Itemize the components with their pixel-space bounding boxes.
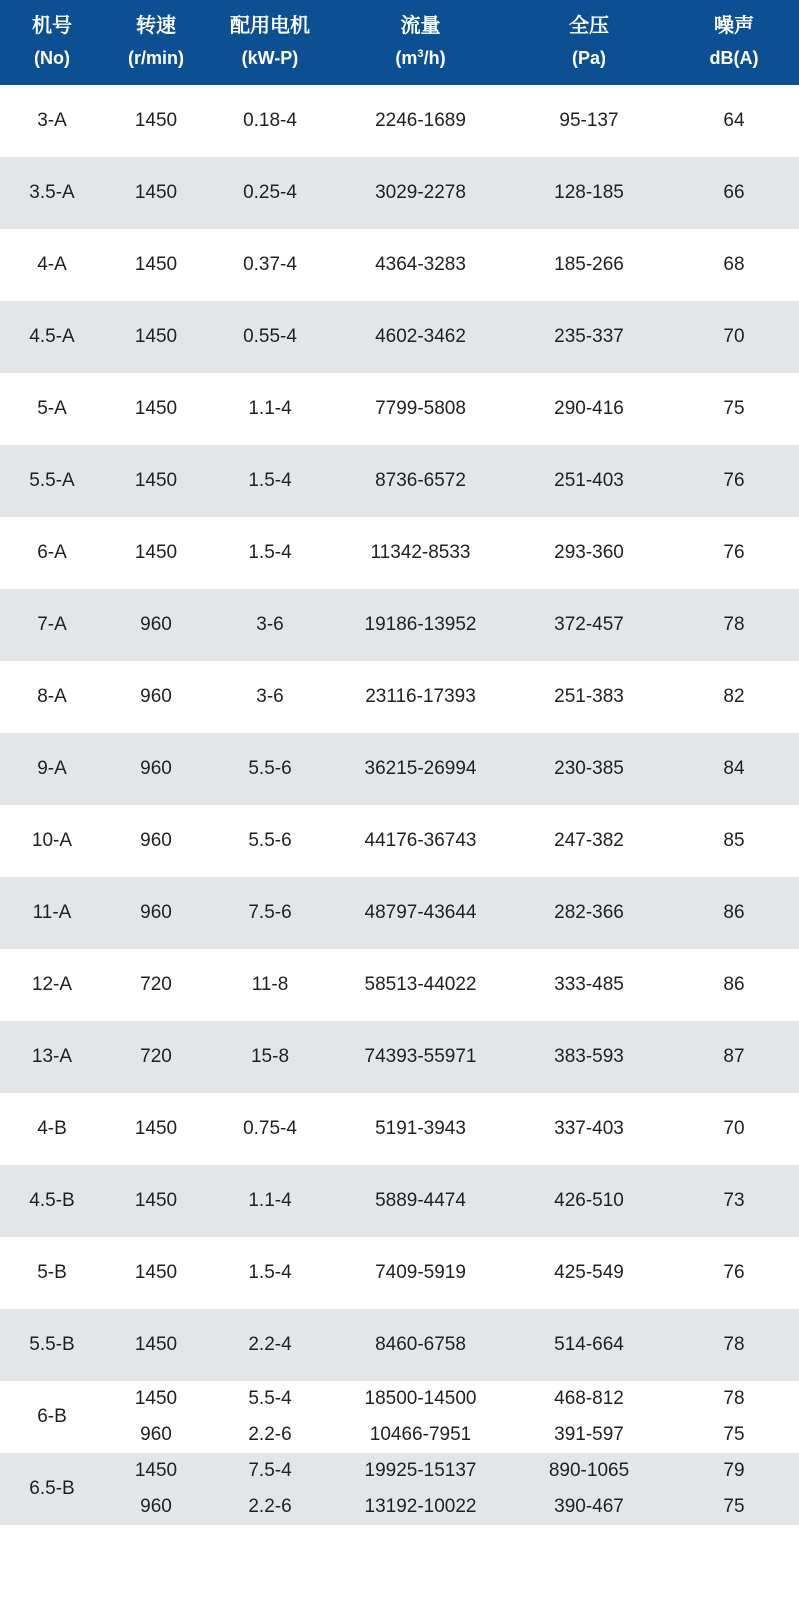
cell-flow: 5191-3943 bbox=[332, 1093, 509, 1165]
cell-motor: 7.5-6 bbox=[208, 877, 332, 949]
cell-noise: 78 bbox=[669, 589, 799, 661]
cell-speed: 1450 bbox=[104, 517, 208, 589]
cell-speed: 1450 bbox=[104, 1237, 208, 1309]
cell-motor: 15-8 bbox=[208, 1021, 332, 1093]
cell-model: 4-B bbox=[0, 1093, 104, 1165]
cell-motor: 2.2-6 bbox=[208, 1489, 332, 1525]
table-row bbox=[0, 1381, 799, 1417]
table-row bbox=[0, 157, 799, 229]
cell-speed: 960 bbox=[104, 877, 208, 949]
table-header bbox=[0, 0, 799, 85]
cell-noise: 86 bbox=[669, 877, 799, 949]
cell-flow: 4364-3283 bbox=[332, 229, 509, 301]
cell-pressure: 185-266 bbox=[509, 229, 669, 301]
cell-flow: 44176-36743 bbox=[332, 805, 509, 877]
cell-pressure: 290-416 bbox=[509, 373, 669, 445]
table-row bbox=[0, 589, 799, 661]
cell-flow: 5889-4474 bbox=[332, 1165, 509, 1237]
cell-speed: 1450 bbox=[104, 301, 208, 373]
cell-pressure: 251-383 bbox=[509, 661, 669, 733]
cell-noise: 70 bbox=[669, 301, 799, 373]
cell-flow: 48797-43644 bbox=[332, 877, 509, 949]
cell-motor: 0.25-4 bbox=[208, 157, 332, 229]
cell-pressure: 391-597 bbox=[509, 1417, 669, 1453]
cell-noise: 76 bbox=[669, 445, 799, 517]
cell-flow: 13192-10022 bbox=[332, 1489, 509, 1525]
cell-model: 3.5-A bbox=[0, 157, 104, 229]
cell-flow: 2246-1689 bbox=[332, 85, 509, 157]
table-body bbox=[0, 85, 799, 1525]
cell-noise: 82 bbox=[669, 661, 799, 733]
table-row bbox=[0, 661, 799, 733]
cell-model: 9-A bbox=[0, 733, 104, 805]
cell-noise: 87 bbox=[669, 1021, 799, 1093]
cell-pressure: 282-366 bbox=[509, 877, 669, 949]
column-header-noise-unit: dB(A) bbox=[709, 48, 759, 68]
cell-motor: 1.5-4 bbox=[208, 517, 332, 589]
cell-motor: 0.55-4 bbox=[208, 301, 332, 373]
cell-pressure: 333-485 bbox=[509, 949, 669, 1021]
table-row bbox=[0, 733, 799, 805]
column-header-flow-title: 流量 bbox=[400, 15, 441, 37]
cell-pressure: 230-385 bbox=[509, 733, 669, 805]
cell-flow: 4602-3462 bbox=[332, 301, 509, 373]
cell-noise: 85 bbox=[669, 805, 799, 877]
cell-noise: 86 bbox=[669, 949, 799, 1021]
cell-pressure: 337-403 bbox=[509, 1093, 669, 1165]
cell-flow: 19925-15137 bbox=[332, 1453, 509, 1489]
cell-pressure: 372-457 bbox=[509, 589, 669, 661]
cell-noise: 64 bbox=[669, 85, 799, 157]
cell-noise: 75 bbox=[669, 1489, 799, 1525]
cell-motor: 2.2-4 bbox=[208, 1309, 332, 1381]
table-row bbox=[0, 1309, 799, 1381]
column-header-motor bbox=[208, 0, 332, 85]
cell-model: 12-A bbox=[0, 949, 104, 1021]
cell-model: 6-B bbox=[0, 1381, 104, 1453]
cell-flow: 7799-5808 bbox=[332, 373, 509, 445]
cell-motor: 5.5-4 bbox=[208, 1381, 332, 1417]
column-header-speed bbox=[104, 0, 208, 85]
cell-flow: 7409-5919 bbox=[332, 1237, 509, 1309]
cell-pressure: 251-403 bbox=[509, 445, 669, 517]
cell-flow: 11342-8533 bbox=[332, 517, 509, 589]
cell-noise: 84 bbox=[669, 733, 799, 805]
cell-pressure: 890-1065 bbox=[509, 1453, 669, 1489]
table-row bbox=[0, 517, 799, 589]
cell-pressure: 468-812 bbox=[509, 1381, 669, 1417]
cell-motor: 0.37-4 bbox=[208, 229, 332, 301]
column-header-motor-title: 配用电机 bbox=[230, 15, 310, 37]
cell-noise: 75 bbox=[669, 373, 799, 445]
cell-speed: 1450 bbox=[104, 1453, 208, 1489]
column-header-noise bbox=[669, 0, 799, 85]
cell-motor: 11-8 bbox=[208, 949, 332, 1021]
cell-model: 6-A bbox=[0, 517, 104, 589]
cell-model: 11-A bbox=[0, 877, 104, 949]
cell-model: 8-A bbox=[0, 661, 104, 733]
cell-model: 5-B bbox=[0, 1237, 104, 1309]
cell-noise: 73 bbox=[669, 1165, 799, 1237]
cell-speed: 960 bbox=[104, 661, 208, 733]
cell-model: 4-A bbox=[0, 229, 104, 301]
cell-speed: 1450 bbox=[104, 229, 208, 301]
cell-speed: 1450 bbox=[104, 445, 208, 517]
cell-noise: 66 bbox=[669, 157, 799, 229]
column-header-speed-unit: (r/min) bbox=[128, 48, 184, 68]
cell-pressure: 293-360 bbox=[509, 517, 669, 589]
cell-pressure: 383-593 bbox=[509, 1021, 669, 1093]
column-header-flow bbox=[332, 0, 509, 85]
cell-model: 13-A bbox=[0, 1021, 104, 1093]
table-row bbox=[0, 805, 799, 877]
cell-model: 6.5-B bbox=[0, 1453, 104, 1525]
cell-speed: 1450 bbox=[104, 1309, 208, 1381]
cell-noise: 78 bbox=[669, 1381, 799, 1417]
cell-motor: 1.1-4 bbox=[208, 373, 332, 445]
cell-speed: 1450 bbox=[104, 1381, 208, 1417]
cell-noise: 70 bbox=[669, 1093, 799, 1165]
cell-speed: 1450 bbox=[104, 85, 208, 157]
cell-flow: 58513-44022 bbox=[332, 949, 509, 1021]
cell-motor: 1.5-4 bbox=[208, 445, 332, 517]
cell-speed: 1450 bbox=[104, 1165, 208, 1237]
cell-noise: 76 bbox=[669, 517, 799, 589]
cell-noise: 75 bbox=[669, 1417, 799, 1453]
cell-speed: 1450 bbox=[104, 373, 208, 445]
cell-pressure: 514-664 bbox=[509, 1309, 669, 1381]
cell-model: 10-A bbox=[0, 805, 104, 877]
table-row bbox=[0, 373, 799, 445]
cell-motor: 3-6 bbox=[208, 661, 332, 733]
table-row bbox=[0, 85, 799, 157]
cell-flow: 3029-2278 bbox=[332, 157, 509, 229]
cell-speed: 720 bbox=[104, 1021, 208, 1093]
table-row bbox=[0, 1021, 799, 1093]
cell-speed: 960 bbox=[104, 733, 208, 805]
cell-motor: 7.5-4 bbox=[208, 1453, 332, 1489]
cell-noise: 79 bbox=[669, 1453, 799, 1489]
cell-model: 5.5-A bbox=[0, 445, 104, 517]
column-header-model-title: 机号 bbox=[32, 15, 72, 37]
cell-noise: 68 bbox=[669, 229, 799, 301]
table-header-row bbox=[0, 0, 799, 85]
cell-motor: 5.5-6 bbox=[208, 733, 332, 805]
cell-speed: 960 bbox=[104, 1489, 208, 1525]
table-row bbox=[0, 877, 799, 949]
table-row bbox=[0, 1417, 799, 1453]
cell-motor: 2.2-6 bbox=[208, 1417, 332, 1453]
column-header-model-unit: (No) bbox=[34, 48, 70, 68]
cell-model: 4.5-B bbox=[0, 1165, 104, 1237]
cell-noise: 76 bbox=[669, 1237, 799, 1309]
table-row bbox=[0, 1237, 799, 1309]
cell-flow: 8736-6572 bbox=[332, 445, 509, 517]
cell-model: 3-A bbox=[0, 85, 104, 157]
cell-pressure: 425-549 bbox=[509, 1237, 669, 1309]
cell-speed: 960 bbox=[104, 805, 208, 877]
cell-speed: 960 bbox=[104, 589, 208, 661]
cell-noise: 78 bbox=[669, 1309, 799, 1381]
column-header-pressure-title: 全压 bbox=[569, 15, 609, 37]
table-row bbox=[0, 229, 799, 301]
table-row bbox=[0, 301, 799, 373]
cell-pressure: 247-382 bbox=[509, 805, 669, 877]
cell-model: 5-A bbox=[0, 373, 104, 445]
cell-flow: 36215-26994 bbox=[332, 733, 509, 805]
cell-speed: 960 bbox=[104, 1417, 208, 1453]
column-header-noise-title: 噪声 bbox=[714, 15, 754, 37]
column-header-pressure-unit: (Pa) bbox=[571, 48, 606, 68]
cell-model: 5.5-B bbox=[0, 1309, 104, 1381]
column-header-pressure bbox=[509, 0, 669, 85]
cell-pressure: 426-510 bbox=[509, 1165, 669, 1237]
cell-pressure: 95-137 bbox=[509, 85, 669, 157]
cell-model: 7-A bbox=[0, 589, 104, 661]
column-header-motor-unit: (kW-P) bbox=[241, 48, 299, 68]
cell-speed: 1450 bbox=[104, 1093, 208, 1165]
cell-pressure: 235-337 bbox=[509, 301, 669, 373]
cell-motor: 0.75-4 bbox=[208, 1093, 332, 1165]
cell-flow: 8460-6758 bbox=[332, 1309, 509, 1381]
table-row bbox=[0, 1165, 799, 1237]
cell-pressure: 390-467 bbox=[509, 1489, 669, 1525]
table-row bbox=[0, 1489, 799, 1525]
cell-speed: 1450 bbox=[104, 157, 208, 229]
column-header-speed-title: 转速 bbox=[136, 15, 176, 37]
column-header-flow-unit: $(m^3/h)$ bbox=[395, 48, 446, 68]
cell-motor: 1.5-4 bbox=[208, 1237, 332, 1309]
cell-flow: 19186-13952 bbox=[332, 589, 509, 661]
table-row bbox=[0, 1093, 799, 1165]
cell-motor: 1.1-4 bbox=[208, 1165, 332, 1237]
cell-model: 4.5-A bbox=[0, 301, 104, 373]
table-row bbox=[0, 1453, 799, 1489]
cell-speed: 720 bbox=[104, 949, 208, 1021]
cell-motor: 3-6 bbox=[208, 589, 332, 661]
cell-flow: 74393-55971 bbox=[332, 1021, 509, 1093]
cell-pressure: 128-185 bbox=[509, 157, 669, 229]
table-row bbox=[0, 445, 799, 517]
cell-flow: 10466-7951 bbox=[332, 1417, 509, 1453]
cell-motor: 0.18-4 bbox=[208, 85, 332, 157]
cell-flow: 23116-17393 bbox=[332, 661, 509, 733]
cell-motor: 5.5-6 bbox=[208, 805, 332, 877]
cell-flow: 18500-14500 bbox=[332, 1381, 509, 1417]
table-row bbox=[0, 949, 799, 1021]
column-header-model bbox=[0, 0, 104, 85]
